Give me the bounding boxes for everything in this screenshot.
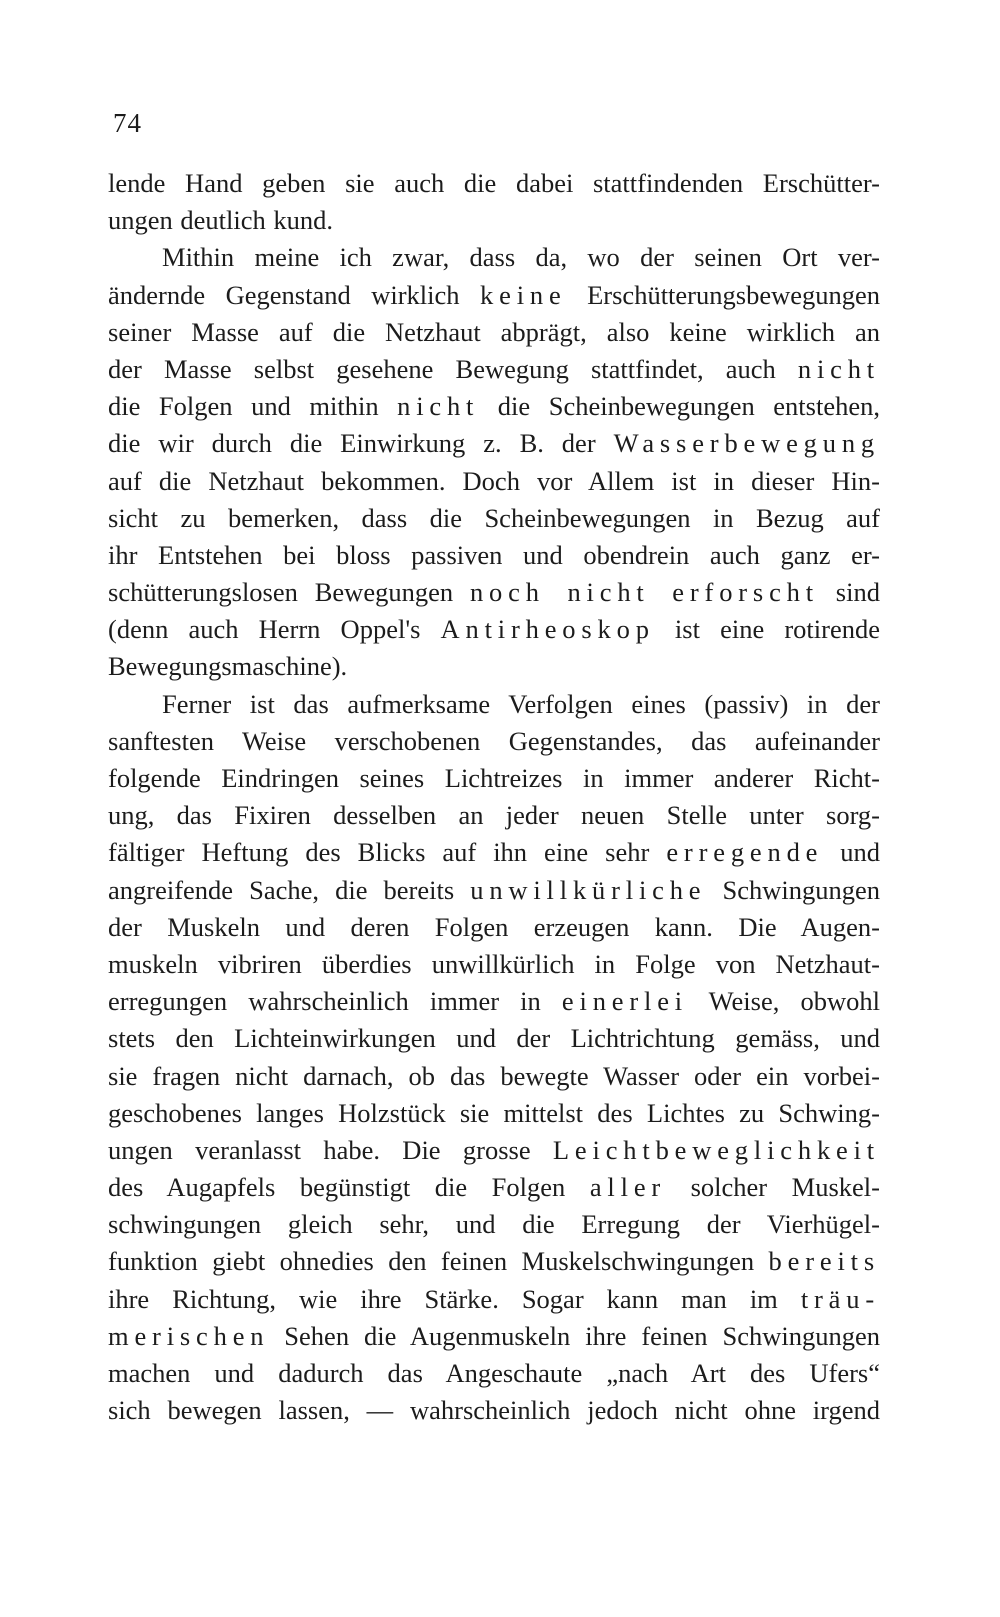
text-run: des Augapfels begünstigt die Folgen: [108, 1172, 590, 1203]
text-run: sind: [818, 577, 880, 608]
text-run: fältiger Heftung des Blicks auf ihn eine sehr: [108, 837, 667, 868]
text-line: [108, 946, 880, 983]
emphasized-text: träu-: [800, 1283, 880, 1314]
text-line: [108, 165, 880, 202]
text-run: auf die Netzhaut bekommen. Doch vor Allem ist in dieser Hin-: [108, 465, 880, 496]
text-run: und: [823, 837, 880, 868]
text-run: Ferner ist das aufmerksame Verfolgen eines (passiv) in der: [162, 688, 880, 719]
text-line: [108, 537, 880, 574]
emphasized-text: erregende: [666, 837, 824, 868]
text-run: erregungen wahrscheinlich immer in: [108, 986, 562, 1017]
text-line: [108, 1355, 880, 1392]
text-run: Weise, obwohl: [688, 986, 880, 1017]
text-run: ist eine rotirende: [654, 614, 880, 645]
text-line: [108, 1132, 880, 1169]
text-run: (denn auch Herrn Oppel's: [108, 614, 441, 645]
text-line: [108, 723, 880, 760]
text-run: ändernde Gegenstand wirklich: [108, 279, 481, 310]
text-run: ungen veranlasst habe. Die grosse: [108, 1134, 553, 1165]
text-run: die Scheinbewegungen entstehen,: [479, 391, 880, 422]
text-run: solcher Muskel-: [666, 1172, 880, 1203]
text-run: der Masse selbst gesehene Bewegung stattfindet, auch: [108, 353, 798, 384]
text-run: Mithin meine ich zwar, dass da, wo der seinen Ort ver-: [162, 242, 880, 273]
emphasized-text: einerlei: [561, 986, 688, 1017]
emphasized-text: Antirheoskop: [440, 614, 655, 645]
text-line: [108, 1392, 880, 1429]
text-line: [108, 611, 880, 648]
text-run: schwingungen gleich sehr, und die Erregung der Vierhügel-: [108, 1209, 880, 1240]
text-line: [108, 463, 880, 500]
text-run: schütterungslosen Bewegungen: [108, 577, 470, 608]
text-run: ungen deutlich kund.: [108, 205, 333, 236]
text-line: [108, 574, 880, 611]
emphasized-text: nicht: [397, 391, 480, 422]
emphasized-text: bereits: [768, 1246, 880, 1277]
text-run: stets den Lichteinwirkungen und der Lichtrichtung gemäss, und: [108, 1023, 880, 1054]
emphasized-text: noch nicht erforscht: [469, 577, 819, 608]
body-text: [108, 165, 880, 1429]
text-line: [108, 351, 880, 388]
text-run: sie fragen nicht darnach, ob das bewegte Wasser oder ein vorbei-: [108, 1060, 880, 1091]
text-line: [108, 1058, 880, 1095]
text-run: muskeln vibriren überdies unwillkürlich in Folge von Netzhaut-: [108, 948, 880, 979]
emphasized-text: aller: [589, 1172, 667, 1203]
text-line: [108, 1095, 880, 1132]
text-line: [108, 277, 880, 314]
text-run: lende Hand geben sie auch die dabei stattfindenden Erschütter-: [108, 168, 880, 198]
text-line: [108, 1206, 880, 1243]
text-line: [108, 239, 880, 276]
text-line: [108, 1281, 880, 1318]
text-line: [108, 1020, 880, 1057]
text-run: sicht zu bemerken, dass die Scheinbewegungen in Bezug auf: [108, 502, 880, 533]
emphasized-text: Wasserbewegung: [613, 428, 880, 459]
text-line: [108, 872, 880, 909]
text-run: Schwingungen: [706, 874, 880, 905]
text-run: ung, das Fixiren desselben an jeder neuen Stelle unter sorg-: [108, 800, 880, 831]
text-run: sich bewegen lassen, — wahrscheinlich jedoch nicht ohne irgend: [108, 1395, 880, 1426]
text-run: ihre Richtung, wie ihre Stärke. Sogar kann man im: [108, 1283, 801, 1314]
text-line: [108, 1243, 880, 1280]
text-run: die wir durch die Einwirkung z. B. der: [108, 428, 614, 459]
emphasized-text: Leichtbeweglichkeit: [552, 1134, 880, 1165]
text-line: [108, 202, 880, 239]
emphasized-text: nicht: [797, 353, 880, 384]
text-run: die Folgen und mithin: [108, 391, 398, 422]
text-run: machen und dadurch das Angeschaute „nach Art des Ufers“: [108, 1358, 880, 1388]
text-run: sanftesten Weise verschobenen Gegenstandes, das aufeinander: [108, 725, 880, 756]
text-run: Bewegungsmaschine).: [108, 651, 348, 682]
emphasized-text: merischen: [108, 1320, 270, 1351]
page-number: 74: [113, 108, 142, 138]
text-line: [108, 314, 880, 351]
text-line: [108, 425, 880, 462]
emphasized-text: keine: [480, 279, 567, 310]
text-line: [108, 648, 880, 685]
text-line: [108, 797, 880, 834]
text-run: funktion giebt ohnedies den feinen Muskelschwingungen: [108, 1246, 769, 1277]
text-run: der Muskeln und deren Folgen erzeugen kann. Die Augen-: [108, 911, 880, 942]
text-line: [108, 1318, 880, 1355]
text-line: [108, 500, 880, 537]
text-run: Erschütterungsbewegungen: [566, 279, 880, 310]
text-line: [108, 388, 880, 425]
text-line: [108, 1169, 880, 1206]
text-run: ihr Entstehen bei bloss passiven und obendrein auch ganz er-: [108, 539, 880, 570]
emphasized-text: unwillkürliche: [470, 874, 707, 905]
text-run: folgende Eindringen seines Lichtreizes in immer anderer Richt-: [108, 763, 880, 793]
text-line: [108, 909, 880, 946]
text-line: [108, 983, 880, 1020]
text-line: [108, 760, 880, 797]
text-run: seiner Masse auf die Netzhaut abprägt, also keine wirklich an: [108, 316, 880, 347]
text-run: angreifende Sache, die bereits: [108, 874, 471, 905]
text-line: [108, 834, 880, 871]
text-run: Sehen die Augenmuskeln ihre feinen Schwingungen: [269, 1320, 880, 1351]
text-run: geschobenes langes Holzstück sie mittelst des Lichtes zu Schwing-: [108, 1097, 880, 1128]
text-line: [108, 686, 880, 723]
